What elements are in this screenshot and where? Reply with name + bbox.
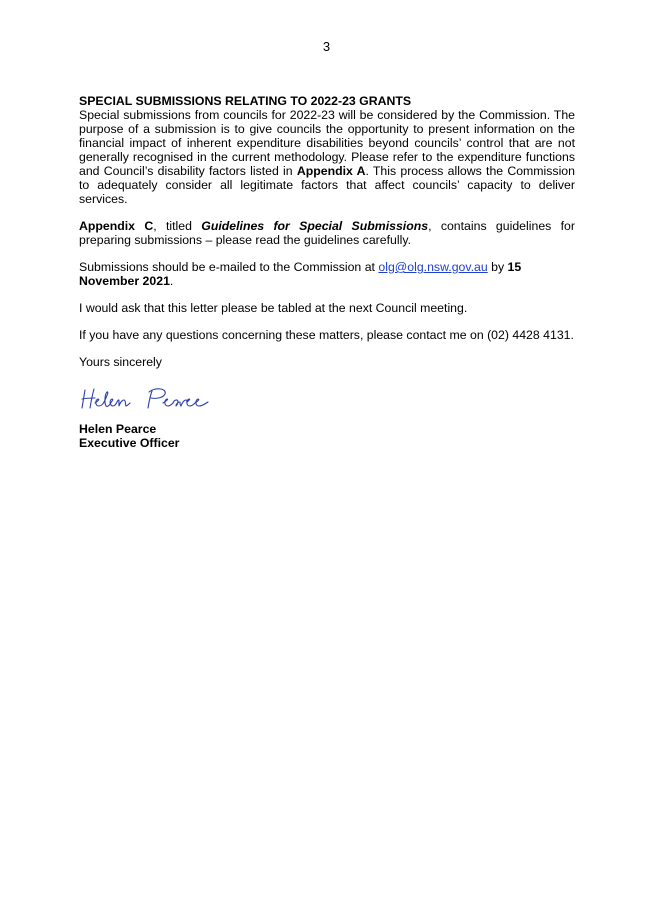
appendix-c-text-2: , contains guidelines for preparing submissions – please read the guidelines carefully. (79, 219, 575, 247)
signature-image (79, 382, 219, 412)
submission-text-3: . (169, 274, 174, 288)
signatory-title: Executive Officer (79, 436, 180, 450)
handwritten-signature (79, 382, 575, 416)
submission-deadline: 15 November 2021 (79, 260, 522, 288)
intro-text-1: Special submissions from councils for 2022-23 will be considered by the Commission. The purpose of a submission is to give councils the opportunity to present information on the financial impact of inherent expenditure disabilities beyond councils’ control that are not generally recognised in the current methodology. Please refer to the expenditure functions and Council’s disability factors listed in (79, 108, 575, 178)
appendix-c-label: Appendix C (79, 219, 154, 233)
submission-text-1: Submissions should be e-mailed to the Commission at (79, 260, 379, 274)
signatory-name: Helen Pearce (79, 422, 157, 436)
submission-text-2: by (487, 260, 508, 274)
intro-paragraph (79, 108, 575, 206)
closing-salutation: Yours sincerely (79, 355, 162, 369)
contact-paragraph: If you have any questions concerning these matters, please contact me on (02) 4428 4131. (79, 328, 574, 342)
appendix-c-text-1: , titled (153, 219, 202, 233)
page-number: 3 (322, 39, 331, 54)
section-heading: SPECIAL SUBMISSIONS RELATING TO 2022-23 GRANTS (79, 94, 412, 108)
intro-text-2: . This process allows the Commission to adequately consider all legitimate factors that affect councils’ capacity to deliver services. (79, 164, 575, 206)
tabled-paragraph: I would ask that this letter please be tabled at the next Council meeting. (79, 301, 468, 315)
submission-paragraph (79, 260, 575, 288)
email-link[interactable]: olg@olg.nsw.gov.au (378, 260, 488, 274)
guidelines-title: Guidelines for Special Submissions (201, 219, 429, 233)
appendix-a-reference: Appendix A (296, 164, 366, 178)
letter-body (79, 94, 575, 450)
appendix-c-paragraph (79, 219, 575, 247)
